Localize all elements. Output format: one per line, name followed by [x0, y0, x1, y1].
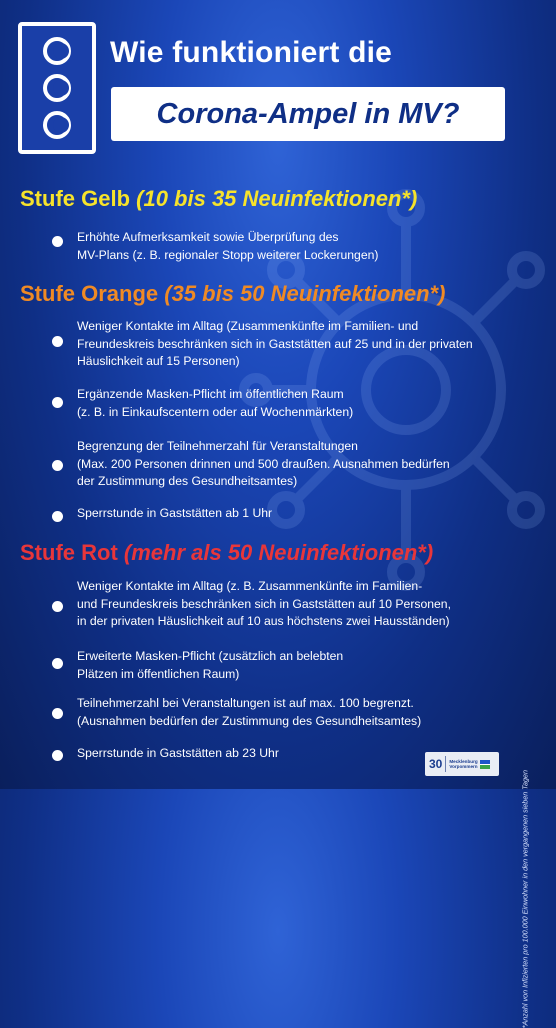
heading-stufe-rot: Stufe Rot (mehr als 50 Neuinfektionen*) [20, 540, 434, 565]
flag-icon [480, 760, 490, 769]
list-item: Weniger Kontakte im Alltag (z. B. Zusammenkünfte im Familien- und Freundeskreis beschränken sich in Gaststätten auf 10 Personen, in der privaten Häuslichkeit auf 10 aus höchstens zwei Hausständen) [77, 579, 451, 628]
list-item: Weniger Kontakte im Alltag (Zusammenkünfte im Familien- und Freundeskreis beschränken sich in Gaststätten auf 25 und in der privaten Häuslichkeit auf 15 Personen) [77, 319, 473, 368]
bullet-dot [52, 460, 63, 471]
bullet-dot [52, 750, 63, 761]
traffic-light-logo [18, 22, 96, 154]
badge-label: Mecklenburg Vorpommern [449, 759, 478, 769]
title-box [111, 87, 505, 141]
list-item: Teilnehmerzahl bei Veranstaltungen ist auf max. 100 begrenzt. (Ausnahmen bedürfen der Zustimmung des Gesundheitsamtes) [77, 696, 422, 728]
list-item: Begrenzung der Teilnehmerzahl für Veranstaltungen (Max. 200 Personen drinnen und 500 draußen. Ausnahmen bedürfen der Zustimmung des Gesundheitsamtes) [77, 439, 450, 488]
title-line-1: Wie funktioniert die [110, 36, 393, 69]
bullet-dot [52, 397, 63, 408]
bullet-dot [52, 708, 63, 719]
footnote: *Anzahl von Infizierten pro 100.000 Einwohner in den vergangenen sieben Tagen [520, 770, 529, 1028]
state-badge [425, 752, 499, 776]
badge-divider [445, 756, 446, 772]
bullet-dot [52, 601, 63, 612]
lamp-icon [42, 73, 72, 103]
bullet-dot [52, 511, 63, 522]
list-item: Sperrstunde in Gaststätten ab 23 Uhr [77, 746, 279, 760]
heading-stufe-orange: Stufe Orange (35 bis 50 Neuinfektionen*) [20, 281, 446, 306]
heading-stufe-gelb: Stufe Gelb (10 bis 35 Neuinfektionen*) [20, 186, 418, 211]
title-line-2: Corona-Ampel in MV? [156, 97, 460, 130]
list-item: Erweiterte Masken-Pflicht (zusätzlich an belebten Plätzen im öffentlichen Raum) [77, 649, 344, 681]
list-item: Sperrstunde in Gaststätten ab 1 Uhr [77, 506, 273, 520]
bullet-dot [52, 236, 63, 247]
bullet-dot [52, 658, 63, 669]
lamp-icon [42, 110, 72, 140]
list-item: Erhöhte Aufmerksamkeit sowie Überprüfung des MV-Plans (z. B. regionaler Stopp weiterer Lockerungen) [77, 230, 379, 262]
list-item: Ergänzende Masken-Pflicht im öffentlichen Raum (z. B. in Einkaufscentern oder auf Wochenmärkten) [77, 387, 354, 419]
lamp-icon [42, 36, 72, 66]
bullet-dot [52, 336, 63, 347]
badge-number: 30 [429, 757, 443, 771]
